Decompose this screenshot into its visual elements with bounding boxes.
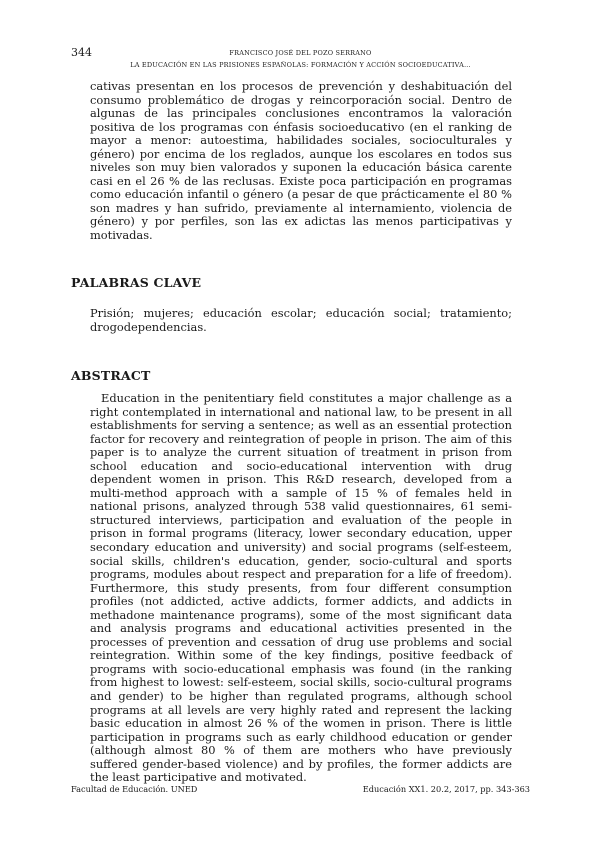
page-number: 344 (71, 46, 92, 59)
abstract-paragraph: Education in the penitentiary field constitutes a major challenge as a right contemplated in international and national law, to be present in all establishments for serving a sentence; as well as an essential protection factor for recovery and reintegration of people in prison. The aim of this paper is to analyze the current situation of treatment in prison from school education and socio-educational intervention with drug dependent women in prison. This R&D research, developed from a multi-method approach with a sample of 15 % of females held in national prisons, analyzed through 538 valid questionnaires, 61 semi-structured interviews, participation and evaluation of the people in prison in formal programs (literacy, lower secondary education, upper secondary education and university) and social programs (self-esteem, social skills, children's education, gender, socio-cultural and sports programs, modules about respect and preparation for a life of freedom). Furthermore, this study presents, from four different consumption profiles (not addicted, active addicts, former addicts, and addicts in methadone maintenance programs), some of the most significant data and analysis programs and educational activities presented in the processes of prevention and cessation of drug use problems and social reintegration. Within some of the key findings, positive feedback of programs with socio-educational emphasis was found (in the ranking from highest to lowest: self-esteem, social skills, socio-cultural programs and gender) to be higher than regulated programs, although school programs at all levels are very highly rated and represent the lacking basic education in almost 26 % of the women in prison. There is little participation in programs such as early childhood education or gender (although almost 80 % of them are mothers who have previously suffered gender-based violence) and by profiles, the former addicts are the least participative and motivated. (90, 391, 512, 785)
running-head-author: FRANCISCO JOSÉ DEL POZO SERRANO (229, 49, 372, 57)
running-head-title: LA EDUCACIÓN EN LAS PRISIONES ESPAÑOLAS: FORMACIÓN Y ACCIÓN SOCIOEDUCATIVA… (130, 61, 471, 69)
keywords-heading: PALABRAS CLAVE (71, 275, 202, 290)
keywords-paragraph: Prisión; mujeres; educación escolar; educación social; tratamiento; drogodependencias. (90, 306, 512, 334)
footer-citation: Educación XX1. 20.2, 2017, pp. 343-363 (362, 784, 530, 794)
footer-institution: Facultad de Educación. UNED (71, 784, 198, 794)
abstract-heading: ABSTRACT (71, 368, 151, 383)
resumen-continuation-paragraph: cativas presentan en los procesos de prevención y deshabituación del consumo problemático de drogas y reincorporación social. Dentro de algunas de las principales conclusiones encontramos la valoración positiva de los programas con énfasis socioeducativo (en el ranking de mayor a menor: autoestima, habilidades sociales, socioculturales y género) por encima de los reglados, aunque los escolares en todos sus niveles son muy bien valorados y suponen la educación básica carente casi en el 26 % de las reclusas. Existe poca participación en programas como educación infantil o género (a pesar de que prácticamente el 80 % son madres y han sufrido, previamente al internamiento, violencia de género) y por perfiles, son las ex adictas las menos participativas y motivadas. (90, 79, 512, 243)
